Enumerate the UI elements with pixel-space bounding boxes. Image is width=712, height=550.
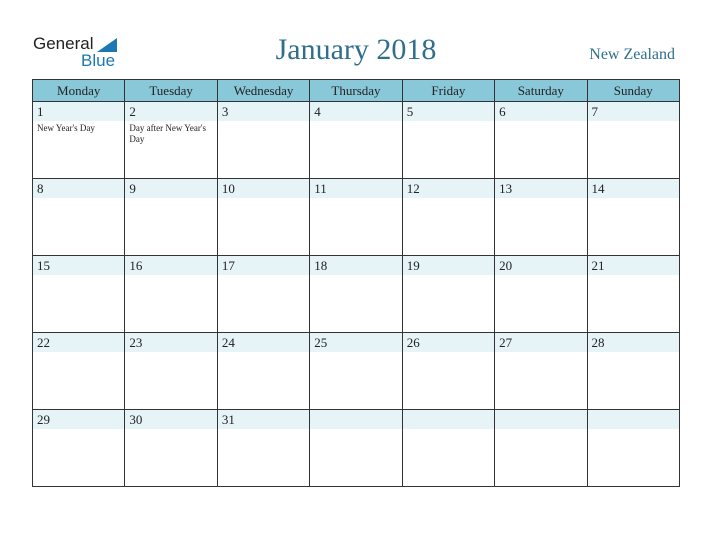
day-cell [125, 256, 217, 333]
day-cell-header-band [218, 102, 309, 121]
day-cell [310, 179, 402, 256]
day-number: 28 [591, 335, 605, 350]
day-cell [125, 410, 217, 487]
day-cell-header-band [310, 410, 401, 429]
day-cell [217, 179, 309, 256]
week-row [33, 102, 680, 179]
logo-text-general: General [33, 34, 94, 53]
day-cell [402, 179, 494, 256]
week-row [33, 333, 680, 410]
day-cell [125, 102, 217, 179]
logo-text-blue: Blue [81, 51, 116, 70]
calendar-title: January 2018 [275, 33, 437, 66]
day-cell [310, 333, 402, 410]
day-cell-header-band [588, 410, 679, 429]
holiday-label: Day after New Year's Day [129, 123, 207, 144]
day-cell [495, 333, 587, 410]
day-cell-header-band [33, 179, 124, 198]
holiday-label: New Year's Day [37, 123, 95, 133]
day-number: 5 [406, 104, 414, 119]
week-row [33, 179, 680, 256]
day-number: 20 [499, 258, 513, 273]
weekday-header: Monday [33, 80, 125, 102]
calendar-grid [32, 79, 680, 487]
day-cell [310, 410, 402, 487]
region-label: New Zealand [589, 46, 675, 63]
day-cell-header-band [495, 102, 586, 121]
week-row [33, 410, 680, 487]
day-cell [217, 256, 309, 333]
day-cell [587, 102, 679, 179]
day-cell [495, 102, 587, 179]
weekday-header: Tuesday [125, 80, 217, 102]
weekday-header: Sunday [587, 80, 679, 102]
day-number: 31 [221, 412, 235, 427]
day-number: 14 [591, 181, 605, 196]
day-number: 30 [129, 412, 143, 427]
day-number: 11 [314, 181, 327, 196]
day-cell [33, 410, 125, 487]
day-number: 22 [37, 335, 50, 350]
day-number: 15 [37, 258, 50, 273]
day-cell [33, 333, 125, 410]
day-number: 3 [221, 104, 229, 119]
day-cell [310, 102, 402, 179]
day-cell-header-band [125, 179, 216, 198]
day-cell [402, 102, 494, 179]
day-cell-header-band [403, 410, 494, 429]
day-number: 13 [499, 181, 513, 196]
weekday-header: Thursday [310, 80, 402, 102]
day-cell [587, 179, 679, 256]
weekday-header: Friday [402, 80, 494, 102]
day-number: 29 [37, 412, 50, 427]
week-row [33, 256, 680, 333]
day-number: 18 [314, 258, 328, 273]
day-number: 26 [406, 335, 420, 350]
day-cell-header-band [588, 102, 679, 121]
day-cell [217, 410, 309, 487]
day-number: 17 [221, 258, 235, 273]
day-cell-header-band [310, 102, 401, 121]
day-number: 6 [499, 104, 506, 119]
day-cell [33, 102, 125, 179]
day-cell [217, 333, 309, 410]
day-number: 4 [314, 104, 321, 119]
day-cell [495, 410, 587, 487]
day-cell [125, 179, 217, 256]
day-cell [587, 256, 679, 333]
day-cell [402, 256, 494, 333]
day-cell [495, 256, 587, 333]
day-number: 16 [129, 258, 143, 273]
day-cell [310, 256, 402, 333]
day-cell [33, 179, 125, 256]
weekday-header-row [33, 80, 680, 102]
day-number: 2 [129, 104, 136, 119]
day-number: 24 [221, 335, 235, 350]
day-number: 9 [129, 181, 136, 196]
day-cell [495, 179, 587, 256]
day-cell [33, 256, 125, 333]
day-cell [402, 333, 494, 410]
day-number: 7 [591, 104, 599, 119]
day-cell-header-band [403, 102, 494, 121]
day-cell [217, 102, 309, 179]
day-number: 12 [406, 181, 420, 196]
day-cell [587, 333, 679, 410]
day-number: 23 [129, 335, 143, 350]
day-cell [402, 410, 494, 487]
day-cell-header-band [495, 410, 586, 429]
day-number: 1 [37, 104, 44, 119]
day-cell [587, 410, 679, 487]
day-number: 27 [499, 335, 513, 350]
day-cell-header-band [33, 102, 124, 121]
weekday-header: Saturday [495, 80, 587, 102]
day-number: 25 [314, 335, 328, 350]
day-cell-header-band [125, 102, 216, 121]
day-number: 19 [406, 258, 420, 273]
day-number: 21 [591, 258, 605, 273]
day-number: 8 [37, 181, 44, 196]
day-cell [125, 333, 217, 410]
weekday-header: Wednesday [217, 80, 309, 102]
day-number: 10 [221, 181, 235, 196]
